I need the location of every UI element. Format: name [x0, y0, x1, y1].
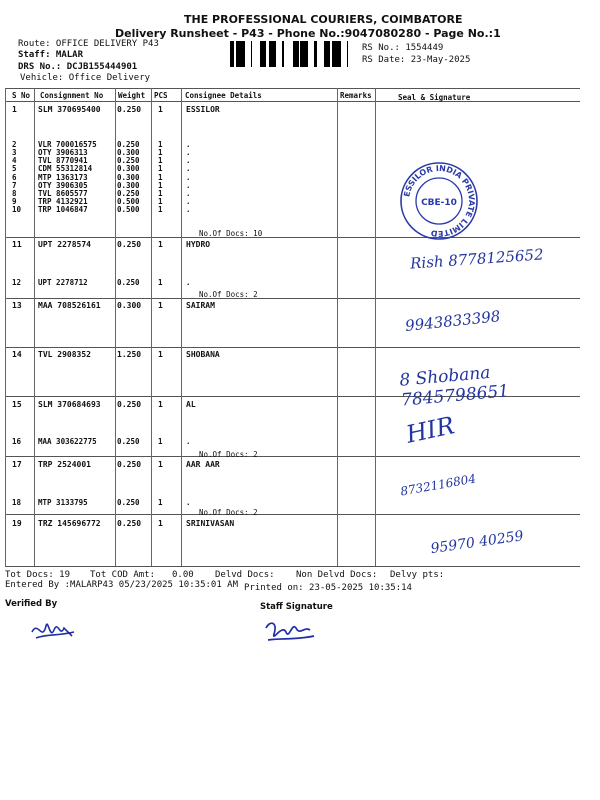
handwriting-row13: 9943833398 [404, 307, 502, 335]
col-seal-signature: Seal & Signature [398, 93, 471, 102]
row-sno: 18 [12, 498, 22, 507]
row-consignee: . [186, 140, 191, 149]
handwriting-row11: Rish 8778125652 [409, 245, 545, 273]
company-stamp [398, 160, 480, 242]
row-consignment: TRZ 145696772 [38, 519, 101, 528]
row-consignment: SLM 370695400 [38, 105, 101, 114]
row-consignee: AL [186, 400, 196, 409]
row-weight: 0.300 [117, 301, 142, 310]
row-consignee: . [186, 278, 191, 287]
row-sno: 1 [12, 105, 17, 114]
row-consignment: CDM 55312814 [38, 164, 93, 173]
handwriting-row19: 95970 40259 [429, 528, 525, 558]
row-consignee: HYDRO [186, 240, 211, 249]
tot-cod-label: Tot COD Amt: [90, 570, 156, 580]
row-sno: 11 [12, 240, 22, 249]
row-sno: 10 [12, 205, 22, 214]
svg-text:CBE-10: CBE-10 [421, 198, 457, 208]
row-weight: 0.250 [117, 189, 140, 198]
row-consignee: SRINIVASAN [186, 519, 235, 528]
row-consignee: . [186, 164, 191, 173]
row-consignment: UPT 2278574 [38, 240, 91, 249]
staff: Staff: MALAR [18, 50, 84, 60]
row-pcs: 1 [158, 205, 163, 214]
row-weight: 0.250 [117, 498, 140, 507]
row-weight: 0.250 [117, 460, 142, 469]
row-consignment: OTY 3906305 [38, 181, 88, 190]
row-pcs: 1 [158, 278, 163, 287]
row-weight: 0.250 [117, 105, 142, 114]
row-weight: 0.300 [117, 148, 140, 157]
row-consignment: TVL 2908352 [38, 350, 91, 359]
row-sno: 8 [12, 189, 17, 198]
row-pcs: 1 [158, 437, 163, 446]
row-sno: 14 [12, 350, 22, 359]
row-consignee: SHOBANA [186, 350, 220, 359]
row-sno: 19 [12, 519, 22, 528]
row-pcs: 1 [158, 240, 163, 249]
row-weight: 0.500 [117, 197, 140, 206]
row-consignee: . [186, 173, 191, 182]
row-sno: 15 [12, 400, 22, 409]
row-sno: 3 [12, 148, 17, 157]
row-pcs: 1 [158, 173, 163, 182]
row-consignment: MAA 708526161 [38, 301, 101, 310]
runsheet-title: Delivery Runsheet - P43 - Phone No.:9047080280 - Page No.:1 [115, 27, 501, 40]
row-consignment: UPT 2278712 [38, 278, 88, 287]
row-pcs: 1 [158, 197, 163, 206]
row-pcs: 1 [158, 156, 163, 165]
delvy-pts: Delvy pts: [390, 570, 445, 580]
row-weight: 1.250 [117, 350, 142, 359]
row-weight: 0.300 [117, 173, 140, 182]
row-pcs: 1 [158, 519, 163, 528]
row-pcs: 1 [158, 140, 163, 149]
row-consignment: SLM 370684693 [38, 400, 101, 409]
handwriting-row17: 8732116804 [399, 471, 477, 499]
row-weight: 0.250 [117, 140, 140, 149]
handwriting-row15: HIR [403, 411, 457, 449]
tot-cod-value: 0.00 [172, 570, 194, 580]
row-consignment: VLR 700016575 [38, 140, 97, 149]
row-consignee: . [186, 498, 191, 507]
row-sno: 9 [12, 197, 17, 206]
row-pcs: 1 [158, 164, 163, 173]
row-sno: 17 [12, 460, 22, 469]
col-remarks: Remarks [340, 91, 372, 100]
row-sno: 16 [12, 437, 22, 446]
row-sno: 7 [12, 181, 17, 190]
staff-signature-label: Staff Signature [260, 602, 333, 612]
verified-signature [28, 612, 78, 646]
row-pcs: 1 [158, 400, 163, 409]
no-of-docs: No.Of Docs: 2 [199, 450, 258, 459]
row-consignee: . [186, 181, 191, 190]
row-pcs: 1 [158, 301, 163, 310]
no-of-docs: No.Of Docs: 10 [199, 229, 263, 238]
row-pcs: 1 [158, 105, 163, 114]
row-consignee: AAR AAR [186, 460, 220, 469]
row-weight: 0.250 [117, 400, 142, 409]
non-delvd-docs: Non Delvd Docs: [296, 570, 378, 580]
row-weight: 0.250 [117, 437, 140, 446]
row-consignee: . [186, 437, 191, 446]
col-consignment: Consignment No [40, 91, 104, 100]
row-weight: 0.300 [117, 181, 140, 190]
row-pcs: 1 [158, 498, 163, 507]
row-consignment: MTP 1363173 [38, 173, 88, 182]
rs-date: RS Date: 23-May-2025 [362, 55, 471, 65]
row-consignee: . [186, 148, 191, 157]
row-sno: 4 [12, 156, 17, 165]
no-of-docs: No.Of Docs: 2 [199, 290, 258, 299]
row-weight: 0.250 [117, 156, 140, 165]
col-weight: Weight [118, 91, 146, 100]
row-sno: 6 [12, 173, 17, 182]
row-consignment: MAA 303622775 [38, 437, 97, 446]
row-pcs: 1 [158, 460, 163, 469]
row-sno: 12 [12, 278, 22, 287]
row-consignee: ESSILOR [186, 105, 220, 114]
printed-on: Printed on: 23-05-2025 10:35:14 [244, 583, 412, 593]
row-weight: 0.300 [117, 164, 140, 173]
row-weight: 0.250 [117, 519, 142, 528]
drs-number: DRS No.: DCJB155444901 [18, 62, 138, 72]
barcode [230, 41, 354, 67]
row-pcs: 1 [158, 181, 163, 190]
delvd-docs: Delvd Docs: [215, 570, 275, 580]
company-name: THE PROFESSIONAL COURIERS, COIMBATORE [184, 13, 463, 26]
row-sno: 2 [12, 140, 17, 149]
row-consignee: . [186, 156, 191, 165]
row-consignee: . [186, 197, 191, 206]
verified-by-label: Verified By [5, 599, 58, 609]
no-of-docs: No.Of Docs: 2 [199, 508, 258, 517]
row-consignment: TRP 1046847 [38, 205, 88, 214]
row-consignee: SAIRAM [186, 301, 215, 310]
row-sno: 5 [12, 164, 17, 173]
row-consignee: . [186, 189, 191, 198]
row-sno: 13 [12, 301, 22, 310]
row-consignment: TRP 4132921 [38, 197, 88, 206]
svg-text:ESSILOR INDIA PRIVATE LIMITED: ESSILOR INDIA PRIVATE LIMITED [402, 163, 477, 239]
row-weight: 0.250 [117, 278, 140, 287]
tot-docs: Tot Docs: 19 [5, 570, 71, 580]
row-weight: 0.500 [117, 205, 140, 214]
route: Route: OFFICE DELIVERY P43 [18, 39, 159, 49]
row-consignment: OTY 3906313 [38, 148, 88, 157]
row-consignee: . [186, 205, 191, 214]
row-pcs: 1 [158, 189, 163, 198]
row-consignment: MTP 3133795 [38, 498, 88, 507]
staff-signature [262, 614, 318, 650]
col-consignee: Consignee Details [185, 91, 262, 100]
row-consignment: TVL 8770941 [38, 156, 88, 165]
handwriting-row14: 8 Shobana 7845798651 [398, 362, 510, 411]
col-pcs: PCS [154, 91, 168, 100]
row-pcs: 1 [158, 350, 163, 359]
col-sno: S No [12, 91, 31, 100]
row-consignment: TVL 8605577 [38, 189, 88, 198]
row-weight: 0.250 [117, 240, 142, 249]
vehicle: Vehicle: Office Delivery [20, 73, 151, 83]
rs-number: RS No.: 1554449 [362, 43, 444, 53]
row-consignment: TRP 2524001 [38, 460, 91, 469]
entered-by: Entered By :MALARP43 05/23/2025 10:35:01 AM [5, 580, 238, 590]
row-pcs: 1 [158, 148, 163, 157]
